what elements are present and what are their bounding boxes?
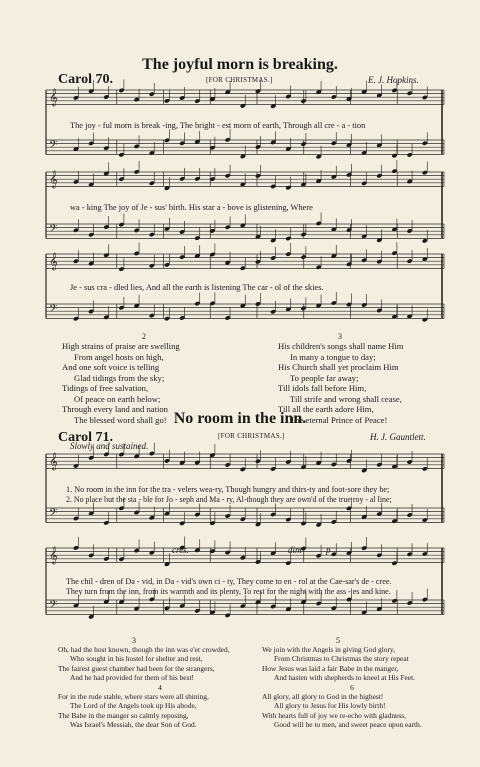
- carol-71-tempo: Slowly and sustained.: [70, 441, 149, 451]
- carol-70-verse-2-number: 2: [142, 332, 146, 341]
- carol-70-number: Carol 70.: [58, 72, 113, 87]
- treble-clef: 𝄞: [49, 170, 58, 188]
- carol-71-number: Carol 71.: [58, 430, 113, 445]
- treble-clef: 𝄞: [49, 546, 58, 564]
- bass-clef: 𝄢: [49, 223, 58, 238]
- carol-71-lyric-line-3: The chil - dren of Da - vid, in Da - vid's own ci - ty, They come to en - rol at the Cae-sar's de - cree.: [66, 577, 392, 586]
- dynamic-cres: cres.: [172, 545, 189, 555]
- carol-71-verse-3-number: 3: [132, 636, 136, 645]
- treble-clef: 𝄞: [49, 452, 58, 470]
- carol-71-lyric-line-1: 1. No room in the inn for the tra - velers wea-ry, Though hungry and thirs-ty and foot-sore they be;: [66, 485, 390, 494]
- carol-71-composer: H. J. Gauntlett.: [370, 432, 426, 442]
- carol-71-verse-3-4: Oh, had the host known, though the inn was e'er crowded, Who sought in his hostel for shelter and rest, The fairest guest chamber had been for the strangers, And he had provided for them of his best! 4 For in the rude stable, where stars were all shining, The Lord of the Angels took up His abode, The Babe in the manger so calmly reposing, Was Israel's Messiah, the dear Son of God.: [58, 645, 230, 730]
- carol-70-lyric-line-1: The joy - ful morn is break -ing, The bright - est morn of earth, Through all cre - a - tion: [70, 121, 366, 130]
- carol-71-verse-5-number: 5: [336, 636, 340, 645]
- bass-clef: 𝄢: [49, 599, 58, 614]
- bass-clef: 𝄢: [49, 139, 58, 154]
- carol-70-occasion: [FOR CHRISTMAS.]: [206, 76, 273, 84]
- carol-70-lyric-line-3: Je - sus cra - dled lies, And all the earth is listening The car - ol of the skies.: [70, 283, 324, 292]
- carol-71-occasion: [FOR CHRISTMAS.]: [218, 432, 285, 440]
- carol-70-composer: E. J. Hopkins.: [368, 75, 419, 85]
- dynamic-p: p: [326, 545, 331, 555]
- carol-71-verse-5-6: We join with the Angels in giving God glory, From Christmas to Christmas the story repeat How Jesus was laid a fair Babe in the manger, And hasten with shepherds to kneel at His Feet. 6 All glory, all glory to God in the highest! All glory to Jesus for His lowly birth! With hearts full of joy we re-echo with gladness, Good will be to men, and sweet peace upon earth.: [262, 645, 422, 730]
- carol-70-lyric-line-2: wa - king The joy of Je - sus' birth. His star a - bove is glistening, Where: [70, 203, 313, 212]
- treble-clef: 𝄞: [49, 88, 58, 106]
- dynamic-dim: dim: [288, 545, 302, 555]
- carol-70-verse-2: High strains of praise are swelling From angel hosts on high, And one soft voice is telling Glad tidings from the sky; Tidings of free salvation, Of peace on earth below; Through every land and nation The blessed word shall go!: [62, 341, 180, 425]
- treble-clef: 𝄞: [49, 252, 58, 270]
- bass-clef: 𝄢: [49, 303, 58, 318]
- bass-clef: 𝄢: [49, 507, 58, 522]
- carol-71-lyric-line-4: They turn from the inn, from its warmth and its plenty, To rest for the night with the ass - es and kine.: [66, 587, 391, 596]
- carol-70-verse-3: His children's songs shall name Him In many a tongue to day; His Church shall yet proclaim Him To people far away; Till idols fall before Him, Till strife and wrong shall cease, Till all the earth adore Him, The eternal Prince of Peace!: [278, 341, 404, 425]
- carol-70-title: The joyful morn is breaking.: [142, 56, 338, 73]
- carol-70-verse-3-number: 3: [338, 332, 342, 341]
- carol-71-title: No room in the inn.: [173, 410, 307, 427]
- carol-71-lyric-line-2: 2. No place but the sta - ble for Jo - seph and Ma - ry, Al-though they are own'd of the true roy - al line;: [66, 495, 392, 504]
